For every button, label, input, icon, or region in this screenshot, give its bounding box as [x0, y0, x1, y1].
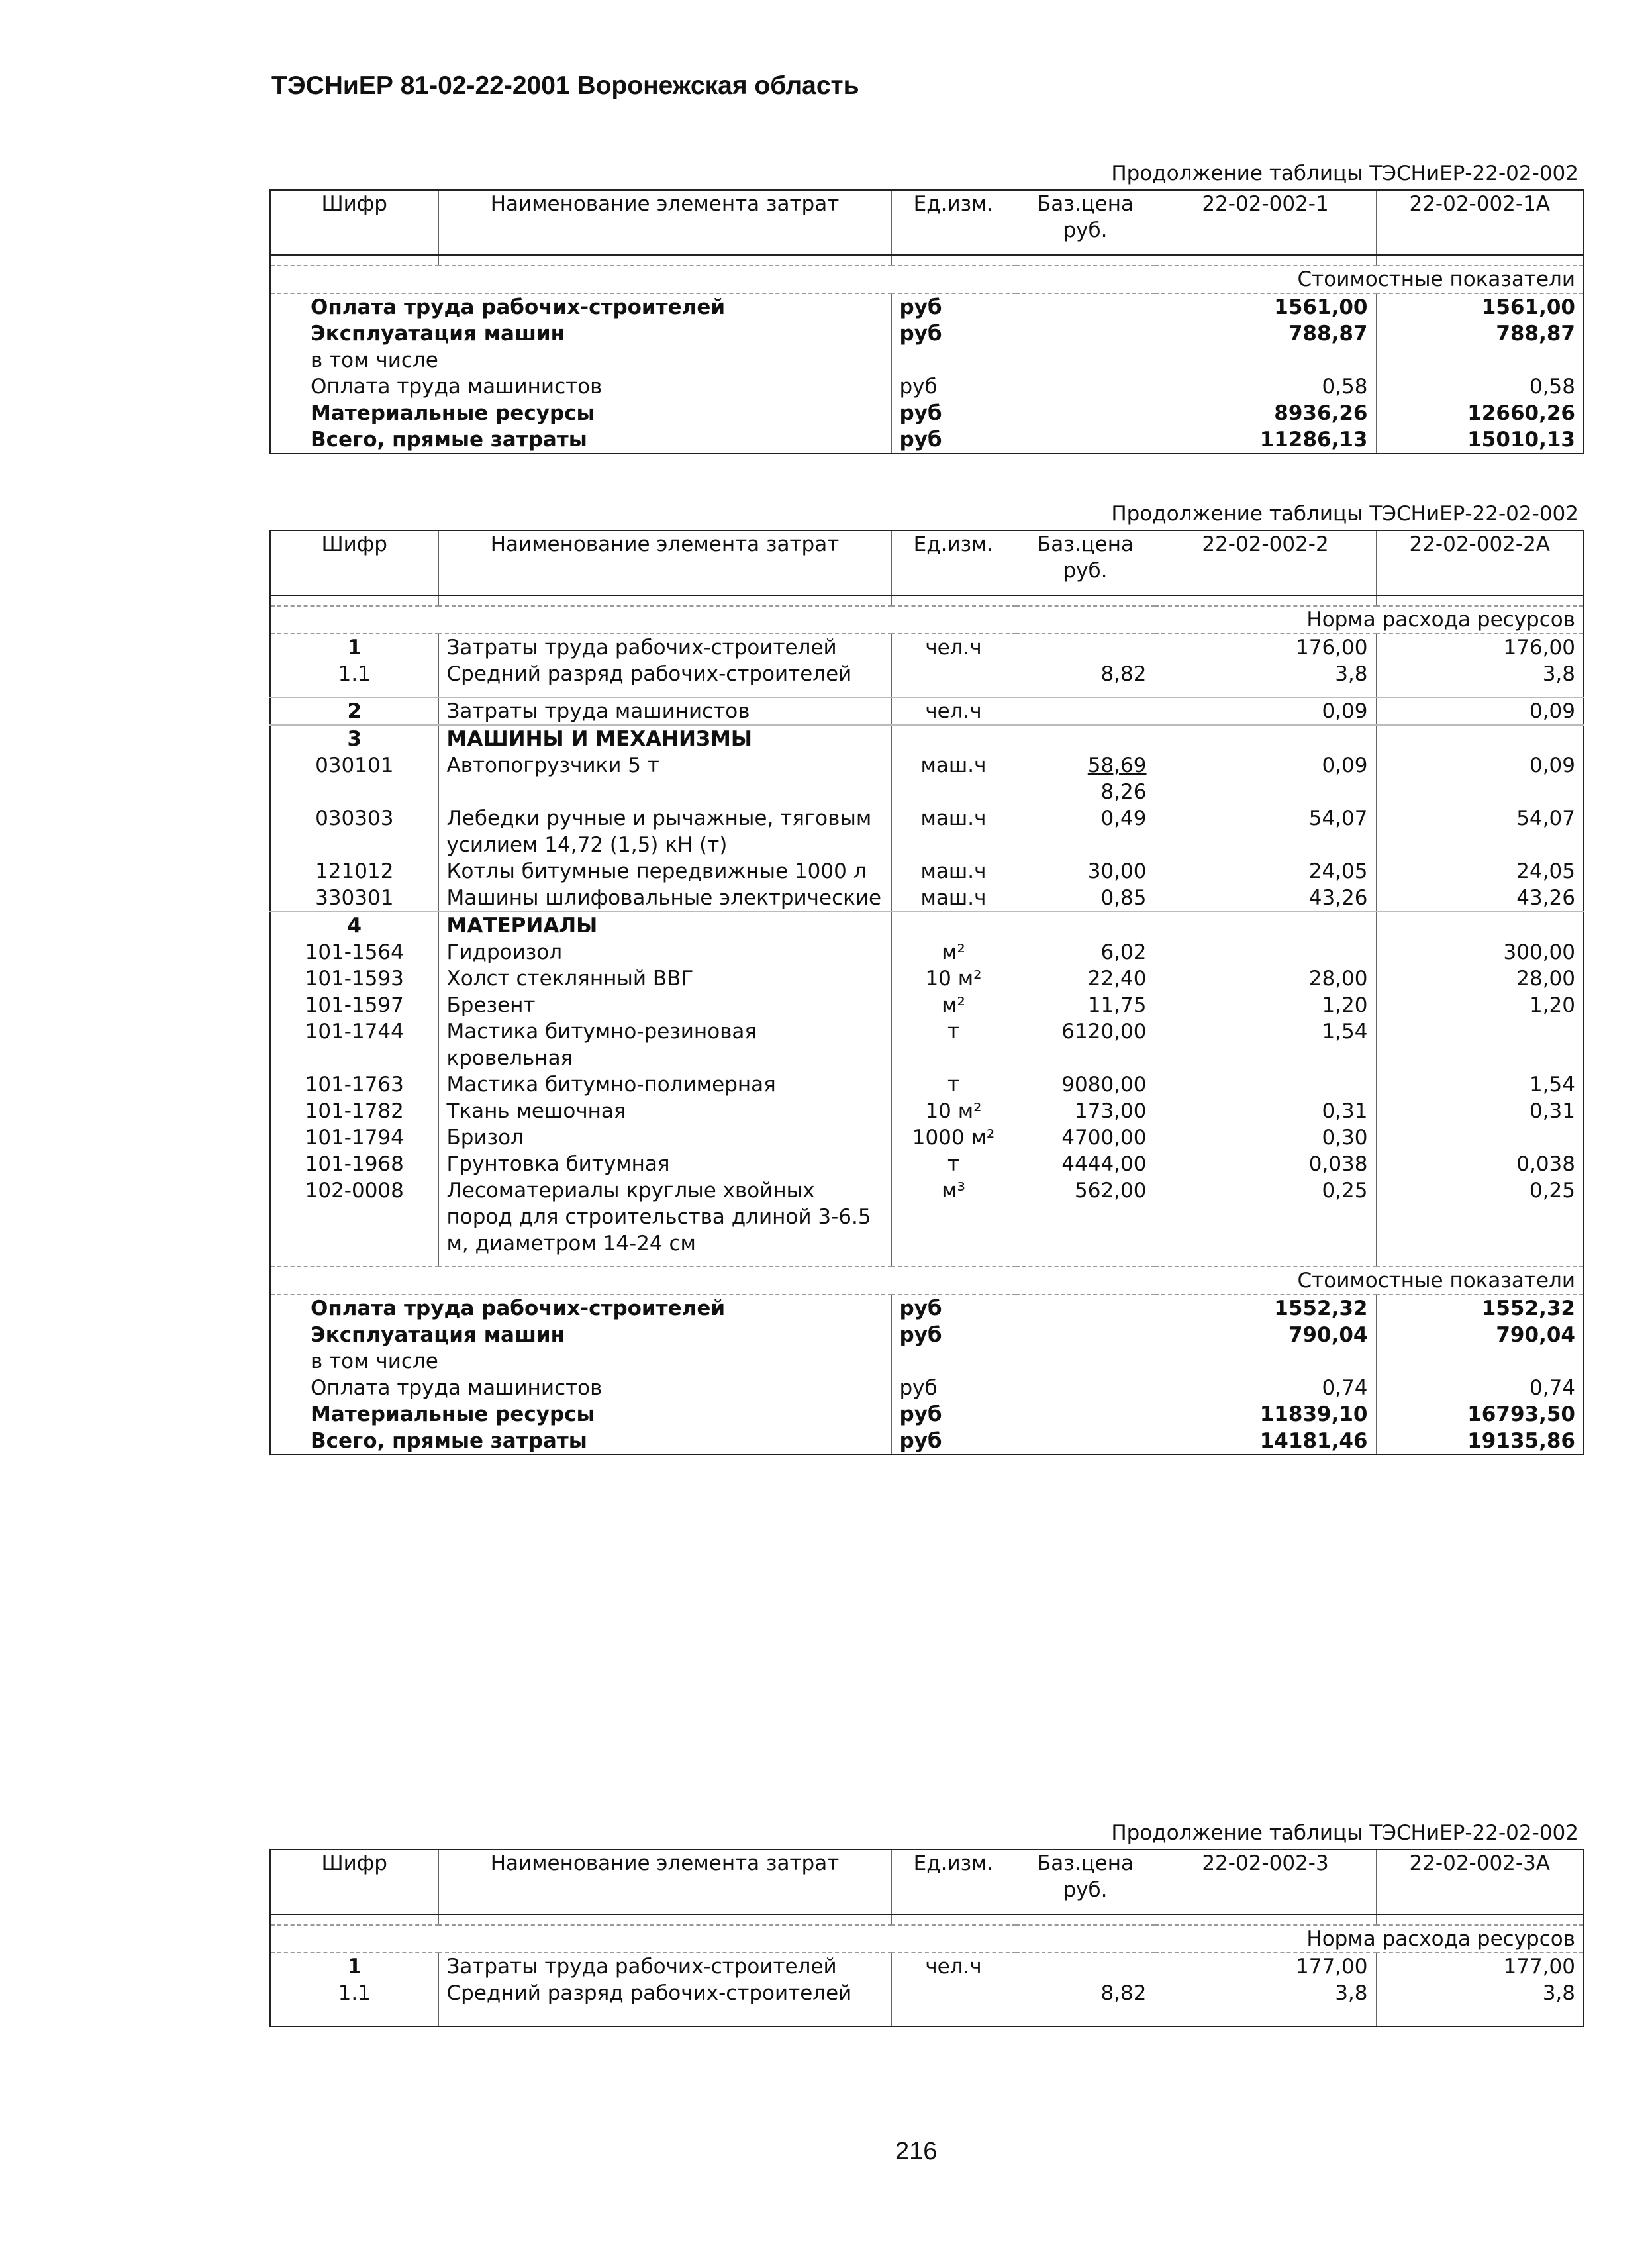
col-a: 22-02-002-1	[1155, 190, 1376, 255]
table-caption: Продолжение таблицы ТЭСНиЕР-22-02-002	[1111, 162, 1578, 185]
section-header: Норма расхода ресурсов	[270, 1925, 1584, 1953]
table-row: 2 Затраты труда машинистов чел.ч 0,09 0,09	[270, 697, 1584, 725]
table-row: в том числе	[270, 1348, 1584, 1375]
table-row: 330301 Машины шлифовальные электрические маш.ч 0,85 43,26 43,26	[270, 885, 1584, 912]
col-price: Баз.цена руб.	[1016, 190, 1155, 255]
table-caption: Продолжение таблицы ТЭСНиЕР-22-02-002	[1111, 1821, 1578, 1845]
resource-table-2	[269, 530, 1584, 1455]
col-unit: Ед.изм.	[891, 1849, 1016, 1914]
table-row: Оплата труда машинистов руб 0,58 0,58	[270, 373, 1584, 400]
page-title: ТЭСНиЕР 81-02-22-2001 Воронежская область	[271, 72, 859, 100]
col-code: Шифр	[321, 192, 387, 216]
table-row: 030101 Автопогрузчики 5 т маш.ч 58,69 8,26 0,09 0,09	[270, 752, 1584, 805]
col-b: 22-02-002-1А	[1376, 190, 1584, 255]
col-price: Баз.цена руб.	[1016, 530, 1155, 595]
col-a: 22-02-002-2	[1155, 530, 1376, 595]
table-row: Всего, прямые затраты руб 11286,13 15010,13	[270, 426, 1584, 454]
table-row: 101-1794 Бризол 1000 м² 4700,00 0,30	[270, 1124, 1584, 1151]
table-row: 101-1597 Брезент м² 11,75 1,20 1,20	[270, 992, 1584, 1018]
table-header	[270, 530, 1584, 595]
table-row: 101-1782 Ткань мешочная 10 м² 173,00 0,31 0,31	[270, 1098, 1584, 1124]
col-name: Наименование элемента затрат	[438, 530, 891, 595]
table-row: Материальные ресурсы руб 8936,26 12660,26	[270, 400, 1584, 426]
table-row: Оплата труда рабочих-строителей руб 1552,32 1552,32	[270, 1295, 1584, 1322]
col-name: Наименование элемента затрат	[438, 1849, 891, 1914]
table-row: Всего, прямые затраты руб 14181,46 19135,86	[270, 1428, 1584, 1455]
section-header: Стоимостные показатели	[270, 266, 1584, 293]
table-row: Эксплуатация машин руб 790,04 790,04	[270, 1322, 1584, 1348]
table-row: 101-1763 Мастика битумно-полимерная т 9080,00 1,54	[270, 1071, 1584, 1098]
table-row: 1 Затраты труда рабочих-строителей чел.ч 177,00 177,00	[270, 1953, 1584, 1980]
table-row: 121012 Котлы битумные передвижные 1000 л маш.ч 30,00 24,05 24,05	[270, 858, 1584, 885]
table-row: Оплата труда рабочих-строителей руб 1561,00 1561,00	[270, 293, 1584, 320]
table-row: 1 Затраты труда рабочих-строителей чел.ч 176,00 176,00	[270, 634, 1584, 661]
table-row: 1.1 Средний разряд рабочих-строителей 8,82 3,8 3,8	[270, 1980, 1584, 2006]
col-name: Наименование элемента затрат	[438, 190, 891, 255]
table-row: 1.1 Средний разряд рабочих-строителей 8,82 3,8 3,8	[270, 661, 1584, 687]
col-code: Шифр	[321, 532, 387, 556]
cost-table-1	[269, 189, 1584, 454]
section-header: Норма расхода ресурсов	[270, 606, 1584, 634]
table-row: 4 МАТЕРИАЛЫ	[270, 912, 1584, 939]
col-b: 22-02-002-2А	[1376, 530, 1584, 595]
col-unit: Ед.изм.	[891, 530, 1016, 595]
table-row: 101-1968 Грунтовка битумная т 4444,00 0,038 0,038	[270, 1151, 1584, 1177]
table-row: 3 МАШИНЫ И МЕХАНИЗМЫ	[270, 725, 1584, 752]
table-header	[270, 190, 1584, 255]
table-row: 030303 Лебедки ручные и рычажные, тяговым усилием 14,72 (1,5) кН (т) маш.ч 0,49 54,07 54,07	[270, 805, 1584, 858]
col-a: 22-02-002-3	[1155, 1849, 1376, 1914]
col-b: 22-02-002-3А	[1376, 1849, 1584, 1914]
col-code: Шифр	[321, 1851, 387, 1875]
col-price: Баз.цена руб.	[1016, 1849, 1155, 1914]
table-row: 101-1593 Холст стеклянный ВВГ 10 м² 22,40 28,00 28,00	[270, 965, 1584, 992]
table-row: 101-1744 Мастика битумно-резиновая кровельная т 6120,00 1,54	[270, 1018, 1584, 1071]
table-row: в том числе	[270, 347, 1584, 373]
table-header	[270, 1849, 1584, 1914]
table-row: 102-0008 Лесоматериалы круглые хвойных пород для строительства длиной 3-6.5 м, диаметром 14-24 см м³ 562,00 0,25 0,25	[270, 1177, 1584, 1257]
table-row: Материальные ресурсы руб 11839,10 16793,50	[270, 1401, 1584, 1428]
table-row: Оплата труда машинистов руб 0,74 0,74	[270, 1375, 1584, 1401]
table-row: Эксплуатация машин руб 788,87 788,87	[270, 320, 1584, 347]
table-row: 101-1564 Гидроизол м² 6,02 300,00	[270, 939, 1584, 965]
resource-table-3	[269, 1849, 1584, 2027]
section-header: Стоимостные показатели	[270, 1267, 1584, 1295]
table-caption: Продолжение таблицы ТЭСНиЕР-22-02-002	[1111, 502, 1578, 526]
col-unit: Ед.изм.	[891, 190, 1016, 255]
page-number: 216	[895, 2138, 938, 2165]
